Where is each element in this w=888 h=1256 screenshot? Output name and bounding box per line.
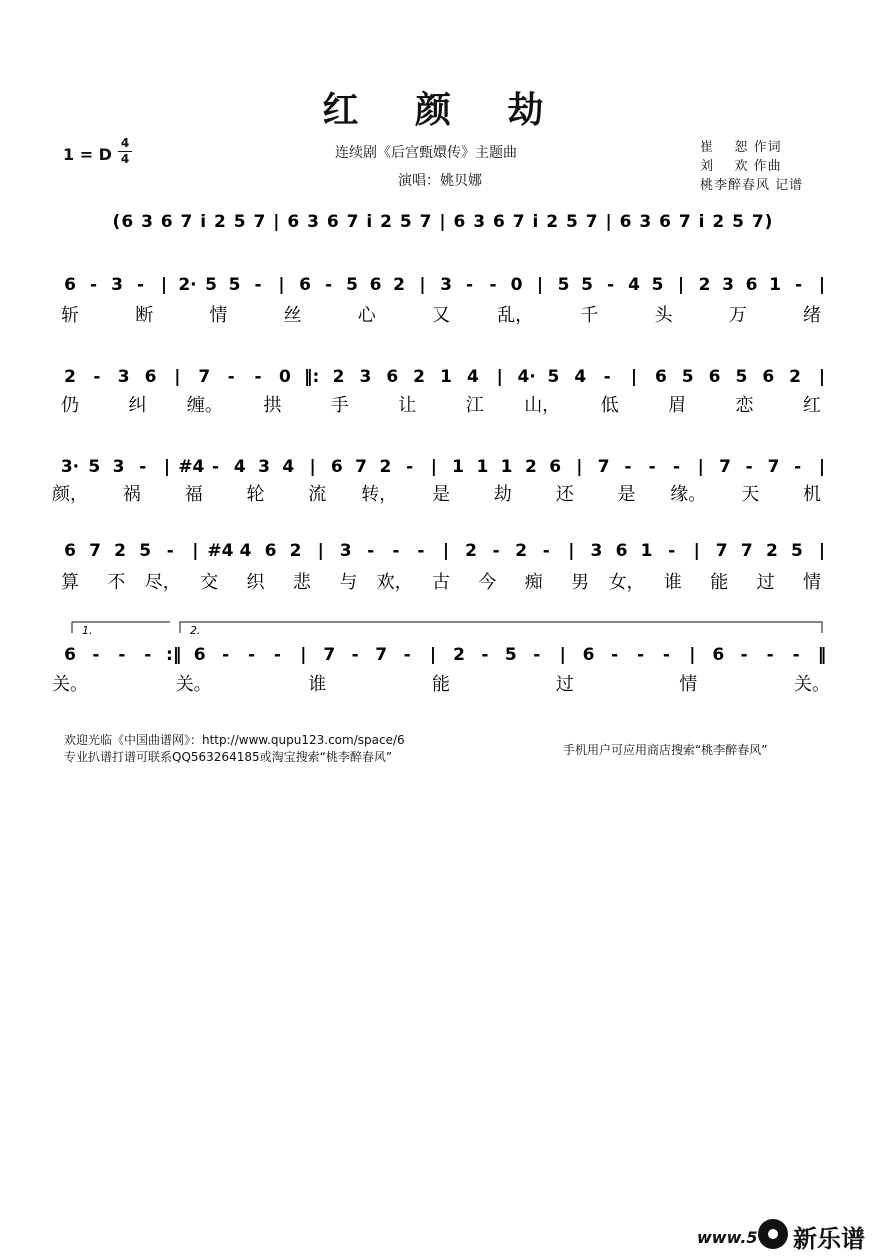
bar-line: | bbox=[536, 275, 544, 295]
note: 4 bbox=[466, 367, 479, 387]
note: 5 bbox=[651, 275, 664, 295]
note: 5 bbox=[790, 541, 803, 561]
note: 3 bbox=[112, 457, 125, 477]
note: 7 bbox=[323, 645, 336, 665]
note: 7 bbox=[198, 367, 211, 387]
note: 6 bbox=[654, 367, 667, 387]
note: 5 bbox=[557, 275, 570, 295]
singer: 演唱：姚贝娜 bbox=[398, 173, 482, 189]
note: - bbox=[227, 367, 235, 387]
note: 5 bbox=[228, 275, 241, 295]
bar-line: | bbox=[689, 645, 696, 665]
transcriber-credit: 桃李醉春风 记谱 bbox=[700, 178, 804, 193]
lyric-char: 是 bbox=[432, 484, 450, 505]
note: - bbox=[794, 457, 802, 477]
note: - bbox=[636, 645, 645, 665]
lyric-char: 欢， bbox=[376, 572, 413, 593]
note: - bbox=[254, 275, 262, 295]
note: 6 bbox=[264, 541, 277, 561]
note: 4 bbox=[628, 275, 640, 295]
lyric-char: 能 bbox=[432, 674, 450, 695]
note: 1 bbox=[500, 457, 513, 477]
note: - bbox=[222, 645, 230, 665]
note: 1 bbox=[769, 275, 781, 295]
lyric-char: 劫 bbox=[493, 484, 512, 505]
lyric-char: 情 bbox=[679, 674, 698, 695]
note: 7 bbox=[767, 457, 780, 477]
note: - bbox=[247, 645, 256, 665]
note: - bbox=[668, 541, 676, 561]
note: - bbox=[662, 645, 670, 665]
bar-line: | bbox=[430, 457, 438, 477]
note: 7 bbox=[355, 457, 368, 477]
bar-line: | bbox=[192, 541, 199, 561]
lyric-char: 山， bbox=[524, 395, 561, 416]
lyric-char: 千 bbox=[580, 305, 599, 326]
lyric-char: 过 bbox=[555, 674, 574, 695]
bar-line: | bbox=[300, 645, 307, 665]
note: 3 bbox=[117, 367, 130, 387]
note: 2· bbox=[178, 275, 197, 295]
composer-credit: 刘 欢 作曲 bbox=[700, 159, 782, 174]
note: #4 bbox=[178, 457, 205, 477]
note: 2 bbox=[453, 645, 465, 665]
lyric-char: 转， bbox=[361, 484, 398, 505]
lyric-char: 纠 bbox=[128, 395, 147, 416]
note: 3 bbox=[359, 367, 372, 387]
lyric-char: 轮 bbox=[246, 484, 265, 505]
lyric-char: 仍 bbox=[61, 395, 79, 416]
note: 3 bbox=[339, 541, 352, 561]
lyric-char: 天 bbox=[741, 484, 760, 505]
bar-line: | bbox=[818, 541, 826, 561]
note: - bbox=[624, 457, 632, 477]
note: 6 bbox=[64, 275, 76, 295]
note: - bbox=[93, 367, 101, 387]
note: - bbox=[465, 275, 474, 295]
key-signature: 1 = D bbox=[63, 145, 112, 164]
note: 6 bbox=[549, 457, 562, 477]
note: - bbox=[417, 541, 425, 561]
note: - bbox=[766, 645, 774, 665]
lyric-char: 绪 bbox=[803, 305, 821, 326]
note: 5 bbox=[504, 645, 517, 665]
lyric-char: 江 bbox=[465, 395, 484, 416]
bar-line: :‖ bbox=[166, 645, 182, 665]
note: 3 bbox=[722, 275, 734, 295]
lyric-char: 情 bbox=[803, 572, 821, 593]
note: - bbox=[118, 645, 126, 665]
note: - bbox=[606, 275, 615, 295]
lyric-char: 关。 bbox=[52, 674, 88, 695]
note: 2 bbox=[515, 541, 528, 561]
bar-line: | bbox=[496, 367, 503, 387]
bar-line: | bbox=[818, 457, 826, 477]
lyric-char: 痴 bbox=[524, 572, 543, 593]
lyric-char: 斩 bbox=[61, 305, 79, 326]
note: 2 bbox=[698, 275, 711, 295]
lyric-char: 交 bbox=[200, 572, 219, 593]
lyric-char: 红 bbox=[803, 395, 821, 416]
note: - bbox=[611, 645, 619, 665]
lyric-char: 拱 bbox=[263, 395, 282, 416]
lyric-char: 机 bbox=[803, 484, 821, 505]
bar-line: ‖: bbox=[304, 367, 320, 387]
note: - bbox=[492, 541, 500, 561]
note: 6 bbox=[369, 275, 382, 295]
note: 7 bbox=[375, 645, 388, 665]
bar-line: | bbox=[309, 457, 316, 477]
note: 2 bbox=[393, 275, 405, 295]
bar-line: | bbox=[163, 457, 171, 477]
lyric-char: 关。 bbox=[175, 674, 212, 695]
lyric-char: 尽， bbox=[144, 572, 181, 593]
lyric-char: 恋 bbox=[735, 395, 754, 416]
note: 5 bbox=[547, 367, 560, 387]
bar-line: | bbox=[160, 275, 168, 295]
note: 5 bbox=[139, 541, 152, 561]
lyric-char: 又 bbox=[432, 305, 450, 326]
bar-line: | bbox=[442, 541, 450, 561]
note: 7 bbox=[719, 457, 731, 477]
note: - bbox=[542, 541, 550, 561]
bar-line: | bbox=[278, 275, 285, 295]
note: 6 bbox=[330, 457, 343, 477]
volta-2-label: 2. bbox=[190, 624, 201, 637]
note: 3· bbox=[60, 457, 80, 477]
note: 2 bbox=[765, 541, 778, 561]
time-sig-top: 4 bbox=[120, 136, 130, 150]
note: - bbox=[648, 457, 656, 477]
note: 1 bbox=[452, 457, 465, 477]
logo-text: 新乐谱 bbox=[793, 1225, 865, 1253]
note: 4 bbox=[282, 457, 295, 477]
note: - bbox=[489, 275, 497, 295]
note: 1 bbox=[476, 457, 489, 477]
note: #4 bbox=[207, 541, 234, 561]
bar-line: | bbox=[693, 541, 700, 561]
lyric-char: 颜， bbox=[52, 484, 88, 505]
lyric-char: 能 bbox=[710, 572, 729, 593]
volta-1-label: 1. bbox=[82, 624, 93, 637]
note: 2 bbox=[413, 367, 426, 387]
lyric-char: 情 bbox=[209, 305, 228, 326]
note: - bbox=[367, 541, 375, 561]
volta-brackets bbox=[72, 622, 822, 637]
song-title: 红 颜 劫 bbox=[322, 89, 566, 131]
note: 3 bbox=[590, 541, 603, 561]
bar-line: | bbox=[818, 367, 826, 387]
note: 6 bbox=[386, 367, 399, 387]
note: 0 bbox=[278, 367, 291, 387]
note: - bbox=[792, 645, 800, 665]
note: 6 bbox=[64, 541, 76, 561]
note: - bbox=[89, 275, 98, 295]
lyric-char: 还 bbox=[555, 484, 574, 505]
vinyl-record-icon bbox=[758, 1219, 788, 1249]
note: - bbox=[406, 457, 414, 477]
note: 3 bbox=[440, 275, 452, 295]
bar-line: | bbox=[677, 275, 685, 295]
note: - bbox=[92, 645, 100, 665]
note: 5 bbox=[88, 457, 101, 477]
bar-line: | bbox=[630, 367, 638, 387]
note: 2 bbox=[64, 367, 76, 387]
note: - bbox=[144, 645, 152, 665]
lyric-char: 不 bbox=[107, 572, 126, 593]
note: 3 bbox=[111, 275, 123, 295]
note: 6 bbox=[712, 645, 725, 665]
note: 1 bbox=[440, 367, 452, 387]
lyric-char: 乱， bbox=[497, 305, 534, 326]
lyric-char: 谁 bbox=[663, 572, 682, 593]
lyric-char: 女， bbox=[608, 572, 645, 593]
note: 5 bbox=[581, 275, 593, 295]
score-rows bbox=[52, 275, 830, 695]
bar-line: ‖ bbox=[817, 645, 827, 665]
lyric-char: 缠。 bbox=[186, 395, 223, 416]
lyricist-credit: 崔 恕 作词 bbox=[700, 140, 782, 155]
footer-contact-line: 专业扒谱打谱可联系QQ563264185或淘宝搜索“桃李醉春风” bbox=[64, 750, 393, 764]
note: 5 bbox=[205, 275, 217, 295]
note: 6 bbox=[299, 275, 311, 295]
note: - bbox=[139, 457, 147, 477]
note: - bbox=[166, 541, 174, 561]
lyric-char: 断 bbox=[135, 305, 154, 326]
note: 2 bbox=[789, 367, 802, 387]
logo-url: www.5 bbox=[697, 1228, 758, 1247]
note: 4· bbox=[517, 367, 536, 387]
lyric-char: 手 bbox=[330, 395, 349, 416]
note: 5 bbox=[681, 367, 694, 387]
note: - bbox=[273, 645, 281, 665]
note: 4 bbox=[574, 367, 587, 387]
subtitle: 连续剧《后宫甄嬛传》主题曲 bbox=[335, 145, 517, 161]
note: 5 bbox=[735, 367, 748, 387]
lyric-char: 过 bbox=[756, 572, 775, 593]
footer-site-line: 欢迎光临《中国曲谱网》：http://www.qupu123.com/space/6 bbox=[64, 733, 405, 747]
note: 2 bbox=[524, 457, 537, 477]
note: 6 bbox=[193, 645, 206, 665]
note: 2 bbox=[332, 367, 345, 387]
lyric-char: 眉 bbox=[668, 395, 687, 416]
lyric-char: 谁 bbox=[308, 674, 327, 695]
note: - bbox=[324, 275, 333, 295]
bar-line: | bbox=[317, 541, 324, 561]
lyric-char: 悲 bbox=[292, 572, 311, 593]
note: 2 bbox=[465, 541, 478, 561]
note: - bbox=[403, 645, 411, 665]
lyric-char: 算 bbox=[61, 572, 79, 593]
note: 7 bbox=[740, 541, 753, 561]
time-sig-bottom: 4 bbox=[120, 152, 130, 166]
lyric-char: 是 bbox=[617, 484, 636, 505]
lyric-char: 头 bbox=[654, 305, 673, 326]
note: 3 bbox=[258, 457, 271, 477]
lyric-char: 丝 bbox=[283, 305, 302, 326]
note: 6 bbox=[582, 645, 595, 665]
bar-line: | bbox=[576, 457, 583, 477]
note: - bbox=[211, 457, 220, 477]
note: 4 bbox=[239, 541, 252, 561]
lyric-char: 心 bbox=[357, 305, 376, 326]
lyric-char: 祸 bbox=[122, 484, 141, 505]
note: 4 bbox=[233, 457, 246, 477]
note: 6 bbox=[762, 367, 775, 387]
bar-line: | bbox=[419, 275, 426, 295]
bar-line: | bbox=[429, 645, 437, 665]
lyric-char: 缘。 bbox=[670, 484, 707, 505]
lyric-char: 织 bbox=[246, 572, 265, 593]
note: 6 bbox=[745, 275, 758, 295]
note: 7 bbox=[89, 541, 102, 561]
lyric-char: 与 bbox=[339, 572, 358, 593]
note: - bbox=[740, 645, 748, 665]
note: 6 bbox=[708, 367, 721, 387]
lyric-char: 万 bbox=[728, 305, 747, 326]
note: - bbox=[745, 457, 753, 477]
bar-line: | bbox=[174, 367, 181, 387]
note: 1 bbox=[640, 541, 653, 561]
note: - bbox=[533, 645, 541, 665]
footer-mobile-line: 手机用户可应用商店搜索“桃李醉春风” bbox=[563, 743, 768, 757]
lyric-char: 关。 bbox=[794, 674, 830, 695]
note: - bbox=[254, 367, 262, 387]
note: 0 bbox=[510, 275, 523, 295]
bar-line: | bbox=[818, 275, 826, 295]
bar-line: | bbox=[559, 645, 566, 665]
lyric-char: 让 bbox=[398, 395, 417, 416]
note: - bbox=[481, 645, 489, 665]
note: 5 bbox=[346, 275, 358, 295]
note: 6 bbox=[144, 367, 157, 387]
bar-line: | bbox=[697, 457, 704, 477]
note: - bbox=[136, 275, 145, 295]
note: 7 bbox=[597, 457, 610, 477]
note: - bbox=[392, 541, 400, 561]
lyric-char: 流 bbox=[308, 484, 327, 505]
note: - bbox=[794, 275, 803, 295]
note: 2 bbox=[289, 541, 302, 561]
note: - bbox=[351, 645, 359, 665]
lyric-char: 男 bbox=[571, 572, 590, 593]
lyric-char: 古 bbox=[432, 572, 450, 593]
lyric-char: 今 bbox=[478, 572, 497, 593]
lyric-char: 福 bbox=[184, 484, 203, 505]
note: - bbox=[603, 367, 611, 387]
note: 2 bbox=[114, 541, 127, 561]
note: 7 bbox=[715, 541, 728, 561]
note: - bbox=[672, 457, 681, 477]
note: 2 bbox=[379, 457, 392, 477]
intro-line: (6 3 6 7 i 2 5 7 | 6 3 6 7 i 2 5 7 | 6 3 6 7 i 2 5 7 | 6 3 6 7 i 2 5 7) bbox=[112, 212, 774, 232]
bar-line: | bbox=[568, 541, 575, 561]
lyric-char: 低 bbox=[600, 395, 619, 416]
note: 6 bbox=[615, 541, 628, 561]
note: 6 bbox=[64, 645, 76, 665]
